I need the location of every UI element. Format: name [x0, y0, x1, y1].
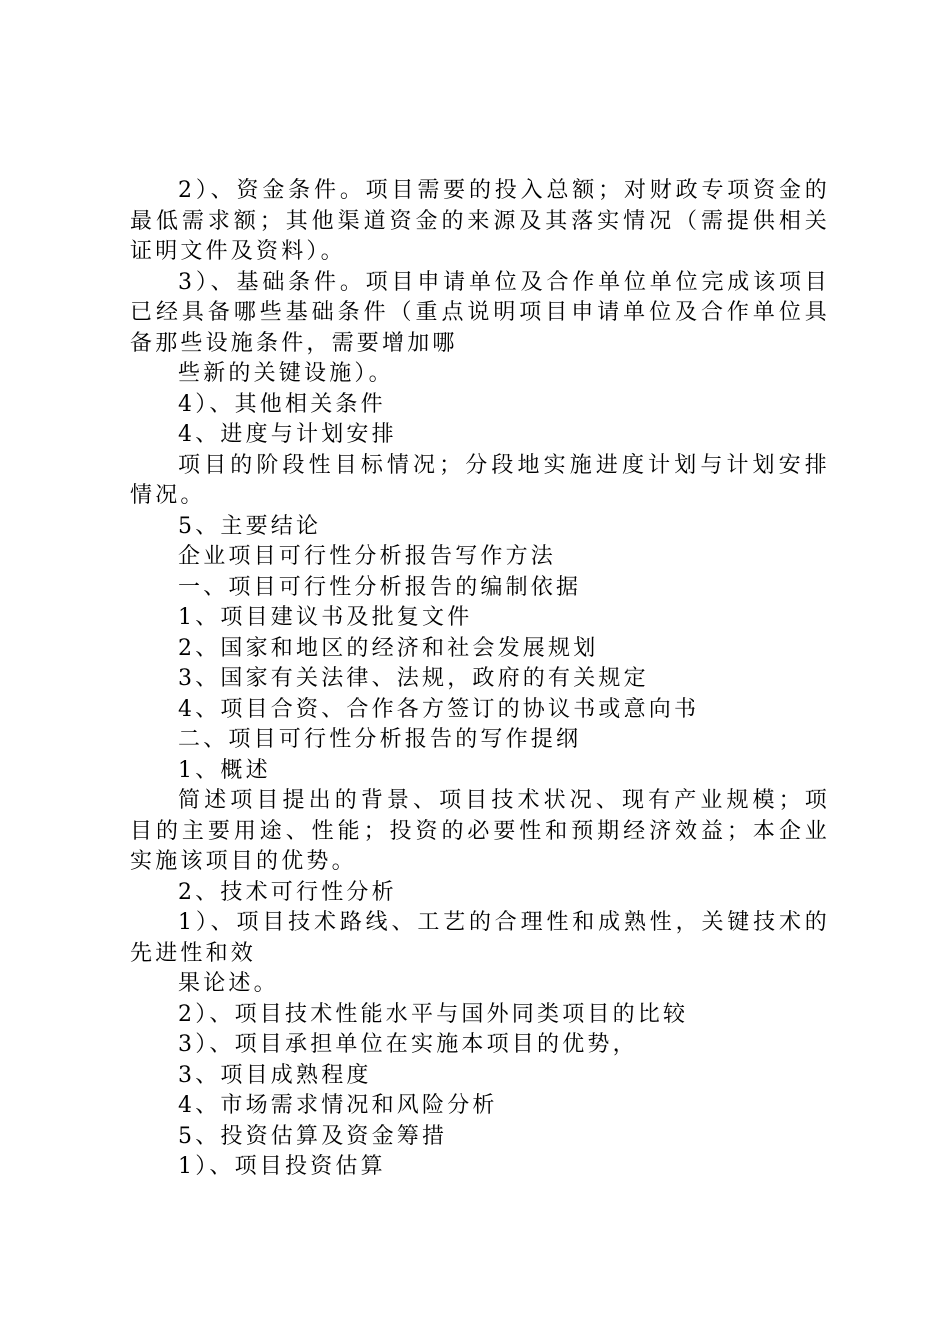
- heading-overview: 1、概述: [178, 757, 271, 783]
- heading-outline: 二、项目可行性分析报告的写作提纲: [178, 727, 582, 752]
- heading-technical-feasibility: 2、技术可行性分析: [178, 879, 397, 905]
- section-title: 企业项目可行性分析报告写作方法: [178, 544, 557, 569]
- paragraph-advantages: 3）、项目承担单位在实施本项目的优势，: [178, 1032, 638, 1057]
- heading-schedule: 4、进度与计划安排: [178, 422, 397, 447]
- heading-market: 4、市场需求情况和风险分析: [178, 1093, 498, 1118]
- heading-basis: 一、项目可行性分析报告的编制依据: [178, 574, 582, 600]
- list-item-basis-3: 3、国家有关法律、法规，政府的有关规定: [178, 666, 649, 691]
- paragraph-technical-route: 1）、项目技术路线、工艺的合理性和成熟性，关键技术的先进性和效: [130, 910, 830, 966]
- paragraph-other-conditions: 4）、其他相关条件: [178, 391, 386, 417]
- paragraph-performance-comparison: 2）、项目技术性能水平与国外同类项目的比较: [178, 1001, 689, 1027]
- paragraph-overview: 简述项目提出的背景、项目技术状况、现有产业规模；项目的主要用途、性能；投资的必要性和预期经济效益；本企业实施该项目的优势。: [130, 788, 830, 874]
- list-item-basis-4: 4、项目合资、合作各方签订的协议书或意向书: [178, 696, 700, 722]
- list-item-basis-1: 1、项目建议书及批复文件: [178, 605, 473, 630]
- heading-conclusion: 5、主要结论: [178, 513, 322, 539]
- paragraph-basic-conditions: 3）、基础条件。项目申请单位及合作单位单位完成该项目已经具备哪些基础条件（重点说明项目申请单位及合作单位具备那些设施条件，需要增加哪: [130, 269, 830, 356]
- document-body: [130, 176, 830, 1183]
- heading-maturity: 3、项目成熟程度: [178, 1062, 372, 1088]
- heading-investment: 5、投资估算及资金筹措: [178, 1123, 448, 1149]
- paragraph-schedule: 项目的阶段性目标情况；分段地实施进度计划与计划安排情况。: [130, 452, 830, 508]
- paragraph-key-facilities: 些新的关键设施）。: [178, 361, 394, 386]
- paragraph-technical-route-cont: 果论述。: [178, 971, 279, 996]
- paragraph-funding-conditions: 2）、资金条件。项目需要的投入总额；对财政专项资金的最低需求额；其他渠道资金的来源及其落实情况（需提供相关证明文件及资料）。: [130, 178, 830, 264]
- list-item-basis-2: 2、国家和地区的经济和社会发展规划: [178, 635, 599, 661]
- paragraph-investment-estimate: 1）、项目投资估算: [178, 1154, 386, 1179]
